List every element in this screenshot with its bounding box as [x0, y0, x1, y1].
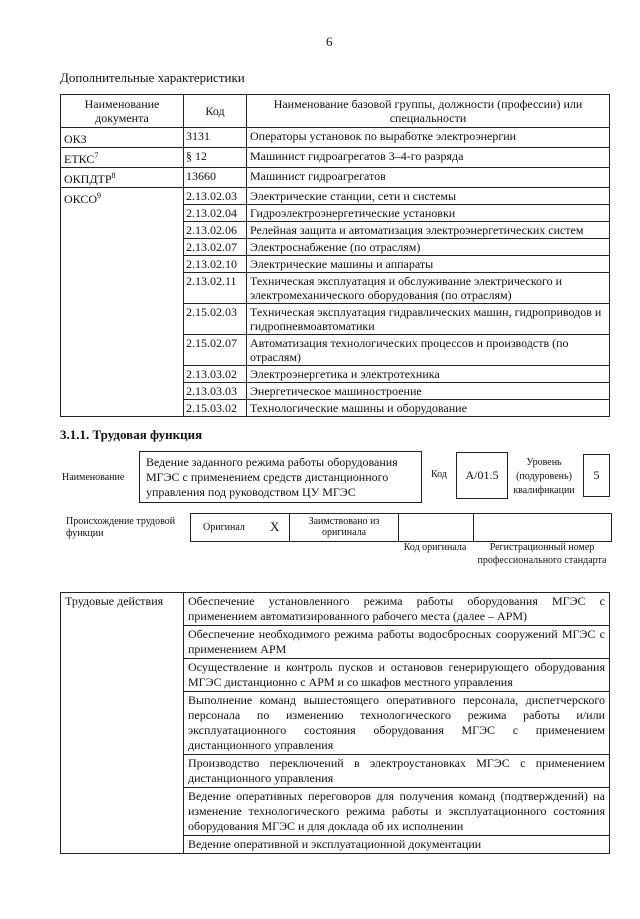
- header-code: Код: [184, 95, 247, 128]
- origin-label: Происхождение трудовой функции: [66, 516, 176, 539]
- labor-actions-label: Трудовые действия: [61, 593, 184, 854]
- group-name-cell: Автоматизация технологических процессов и производств (по отраслям): [247, 335, 610, 366]
- function-name-box: [139, 451, 422, 503]
- code-cell: 2.15.02.03: [184, 304, 247, 335]
- code-cell: 2.15.02.07: [184, 335, 247, 366]
- table-row: [61, 593, 610, 626]
- document-name: ОКПДТР: [64, 172, 112, 186]
- code-cell: 2.13.02.04: [184, 205, 247, 222]
- document-name: ОКЗ: [64, 132, 87, 146]
- function-code-box: [456, 452, 508, 499]
- header-group-name: Наименование базовой группы, должности (профессии) или специальности: [247, 95, 610, 128]
- function-code-label: Код: [431, 469, 447, 480]
- labor-action-item: Осуществление и контроль пусков и остановов генерирующего оборудования МГЭС дистанционно с АРМ и со шкафов местного управления: [184, 659, 610, 692]
- footnote-mark: 8: [111, 171, 116, 180]
- group-name-cell: Электрические станции, сети и системы: [247, 188, 610, 205]
- qualification-level-value: 5: [593, 468, 600, 482]
- group-name-cell: Техническая эксплуатация гидравлических машин, гидроприводов и гидропневмоавтоматики: [247, 304, 610, 335]
- origin-original-label: Оригинал: [203, 522, 245, 533]
- table-row: [61, 168, 610, 188]
- code-cell: 2.13.03.03: [184, 383, 247, 400]
- code-cell: 3131: [184, 128, 247, 148]
- function-name-label: Наименование: [62, 472, 125, 483]
- group-name-cell: Гидроэлектроэнергетические установки: [247, 205, 610, 222]
- code-cell: 2.13.02.03: [184, 188, 247, 205]
- code-cell: 2.13.03.02: [184, 366, 247, 383]
- labor-action-item: Ведение оперативных переговоров для получения команд (подтверждений) на изменение технологического режима работы и эксплуатационного состояния оборудования МГЭС и для доклада об их исполнении: [184, 788, 610, 836]
- qualification-level-box: [583, 454, 610, 497]
- additional-characteristics-table: [60, 94, 610, 417]
- group-name-cell: Машинист гидроагрегатов 3–4-го разряда: [247, 148, 610, 168]
- group-name-cell: Машинист гидроагрегатов: [247, 168, 610, 188]
- table-row: [61, 188, 610, 205]
- page-number: 6: [326, 34, 333, 49]
- document-cell: [61, 188, 184, 417]
- labor-action-item: Ведение оперативной и эксплуатационной документации: [184, 836, 610, 854]
- document-name: ОКСО: [64, 192, 98, 206]
- section-title: Дополнительные характеристики: [60, 70, 245, 85]
- document-cell: [61, 148, 184, 168]
- code-cell: 13660: [184, 168, 247, 188]
- table-row: [61, 128, 610, 148]
- group-name-cell: Технологические машины и оборудование: [247, 400, 610, 417]
- labor-action-item: Производство переключений в электроустановках МГЭС с применением дистанционного управления: [184, 755, 610, 788]
- document-cell: [61, 128, 184, 148]
- group-name-cell: Операторы установок по выработке электроэнергии: [247, 128, 610, 148]
- origin-borrowed-label: Заимствовано из оригинала: [308, 516, 380, 538]
- document-cell: [61, 168, 184, 188]
- code-cell: 2.13.02.10: [184, 256, 247, 273]
- origin-code-cell: [398, 513, 474, 542]
- origin-original-cell: [190, 513, 290, 542]
- function-code-value: A/01.5: [465, 468, 499, 482]
- footnote-mark: 7: [94, 151, 99, 160]
- origin-reg-number-caption: Регистрационный номер профессионального стандарта: [477, 542, 607, 566]
- origin-code-caption: Код оригинала: [403, 542, 467, 553]
- document-name: ЕТКС: [64, 152, 95, 166]
- header-document: Наименование документа: [61, 95, 184, 128]
- labor-action-item: Обеспечение установленного режима работы оборудования МГЭС с применением автоматизированного рабочего места (далее – АРМ): [184, 593, 610, 626]
- labor-actions-table: [60, 592, 610, 854]
- group-name-cell: Электроэнергетика и электротехника: [247, 366, 610, 383]
- function-name-value: Ведение заданного режима работы оборудования МГЭС с применением средств дистанционного управления под руководством ЦУ МГЭС: [146, 455, 398, 499]
- labor-action-item: Обеспечение необходимого режима работы водосбросных сооружений МГЭС с применением АРМ: [184, 626, 610, 659]
- code-cell: 2.13.02.07: [184, 239, 247, 256]
- code-cell: 2.13.02.06: [184, 222, 247, 239]
- group-name-cell: Электрические машины и аппараты: [247, 256, 610, 273]
- group-name-cell: Электроснабжение (по отраслям): [247, 239, 610, 256]
- origin-original-mark: X: [270, 519, 280, 534]
- code-cell: § 12: [184, 148, 247, 168]
- table-row: [61, 148, 610, 168]
- code-cell: 2.15.03.02: [184, 400, 247, 417]
- group-name-cell: Техническая эксплуатация и обслуживание электрического и электромеханического оборудования (по отраслям): [247, 273, 610, 304]
- labor-action-item: Выполнение команд вышестоящего оперативного персонала, диспетчерского персонала по изменению технологического режима работы и/или эксплуатационного состояния оборудования МГЭС с применением дистанционного управления: [184, 692, 610, 755]
- group-name-cell: Энергетическое машиностроение: [247, 383, 610, 400]
- qualification-level-label: Уровень (подуровень) квалификации: [513, 457, 575, 496]
- footnote-mark: 9: [97, 191, 102, 200]
- group-name-cell: Релейная защита и автоматизация электроэнергетических систем: [247, 222, 610, 239]
- code-cell: 2.13.02.11: [184, 273, 247, 304]
- origin-borrowed-cell: [289, 513, 399, 542]
- function-title: 3.1.1. Трудовая функция: [60, 427, 203, 442]
- origin-reg-number-cell: [473, 513, 612, 542]
